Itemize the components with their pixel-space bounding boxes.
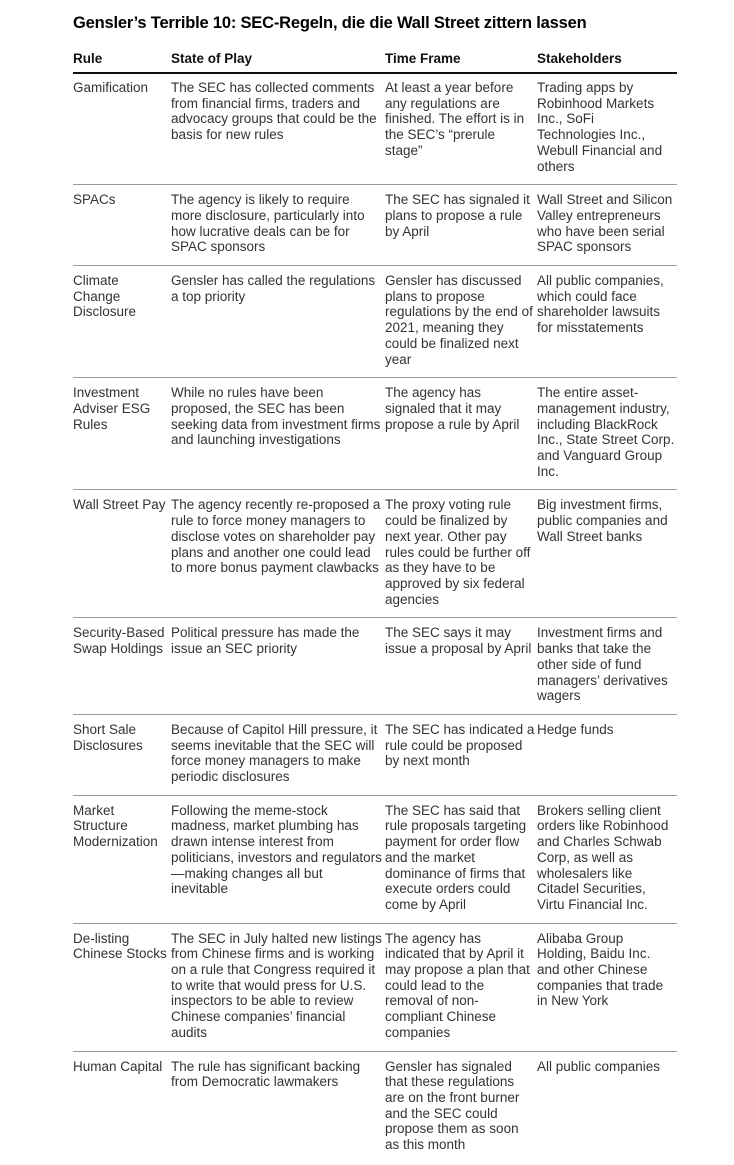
header-stakeholders: Stakeholders bbox=[537, 46, 677, 73]
table-row bbox=[73, 490, 677, 618]
cell-state-of-play: Gensler has called the regulations a top priority bbox=[171, 266, 385, 378]
cell-stakeholders: The entire asset-management industry, including BlackRock Inc., State Street Corp. and Vanguard Group Inc. bbox=[537, 378, 677, 490]
cell-state-of-play: The SEC in July halted new listings from Chinese firms and is working on a rule that Congress required it to write that would press for U.S. inspectors to be able to review Chinese companies’ financial audits bbox=[171, 923, 385, 1051]
cell-time-frame: The proxy voting rule could be finalized by next year. Other pay rules could be further off as they have to be approved by six federal agencies bbox=[385, 490, 537, 618]
table-body bbox=[73, 73, 677, 1163]
header-row bbox=[73, 46, 677, 73]
cell-state-of-play: The SEC has collected comments from financial firms, traders and advocacy groups that could be the basis for new rules bbox=[171, 73, 385, 185]
table-row bbox=[73, 923, 677, 1051]
cell-rule: Short Sale Disclosures bbox=[73, 714, 171, 795]
cell-stakeholders: Big investment firms, public companies and Wall Street banks bbox=[537, 490, 677, 618]
cell-stakeholders: Alibaba Group Holding, Baidu Inc. and other Chinese companies that trade in New York bbox=[537, 923, 677, 1051]
header-state-of-play: State of Play bbox=[171, 46, 385, 73]
cell-rule: Wall Street Pay bbox=[73, 490, 171, 618]
header-time-frame: Time Frame bbox=[385, 46, 537, 73]
table-row bbox=[73, 378, 677, 490]
cell-time-frame: The SEC has indicated a rule could be proposed by next month bbox=[385, 714, 537, 795]
cell-rule: De-listing Chinese Stocks bbox=[73, 923, 171, 1051]
cell-stakeholders: Brokers selling client orders like Robinhood and Charles Schwab Corp, as well as wholesalers like Citadel Securities, Virtu Financial Inc. bbox=[537, 795, 677, 923]
table-row bbox=[73, 618, 677, 715]
cell-time-frame: At least a year before any regulations are finished. The effort is in the SEC’s “prerule stage” bbox=[385, 73, 537, 185]
table-header bbox=[73, 46, 677, 73]
table-row bbox=[73, 266, 677, 378]
cell-stakeholders: Trading apps by Robinhood Markets Inc., SoFi Technologies Inc., Webull Financial and others bbox=[537, 73, 677, 185]
cell-time-frame: Gensler has discussed plans to propose regulations by the end of 2021, meaning they could be finalized next year bbox=[385, 266, 537, 378]
cell-state-of-play: Because of Capitol Hill pressure, it seems inevitable that the SEC will force money managers to make periodic disclosures bbox=[171, 714, 385, 795]
cell-time-frame: The SEC has said that rule proposals targeting payment for order flow and the market dominance of firms that execute orders could come by April bbox=[385, 795, 537, 923]
table-row bbox=[73, 795, 677, 923]
cell-time-frame: The SEC says it may issue a proposal by April bbox=[385, 618, 537, 715]
rules-table bbox=[73, 46, 677, 1163]
cell-stakeholders: Investment firms and banks that take the other side of fund managers’ derivatives wagers bbox=[537, 618, 677, 715]
cell-state-of-play: Following the meme-stock madness, market plumbing has drawn intense interest from politicians, investors and regulators—making changes all but inevitable bbox=[171, 795, 385, 923]
cell-state-of-play: While no rules have been proposed, the SEC has been seeking data from investment firms and launching investigations bbox=[171, 378, 385, 490]
cell-state-of-play: The agency is likely to require more disclosure, particularly into how lucrative deals can be for SPAC sponsors bbox=[171, 185, 385, 266]
cell-rule: SPACs bbox=[73, 185, 171, 266]
cell-rule: Investment Adviser ESG Rules bbox=[73, 378, 171, 490]
cell-state-of-play: The rule has significant backing from Democratic lawmakers bbox=[171, 1058, 361, 1090]
table-row bbox=[73, 714, 677, 795]
cell-rule: Market Structure Modernization bbox=[73, 795, 171, 923]
table-row bbox=[73, 185, 677, 266]
table-row bbox=[73, 73, 677, 185]
cell-stakeholders: All public companies, which could face shareholder lawsuits for misstatements bbox=[537, 266, 677, 378]
cell-rule: Security-Based Swap Holdings bbox=[73, 618, 171, 715]
cell-rule: Gamification bbox=[73, 73, 171, 185]
cell-rule: Human Capital bbox=[73, 1058, 163, 1074]
header-rule: Rule bbox=[73, 46, 171, 73]
cell-state-of-play: The agency recently re-proposed a rule to force money managers to disclose votes on shareholder pay plans and another one could lead to more bonus payment clawbacks bbox=[171, 490, 385, 618]
cell-rule: Climate Change Disclosure bbox=[73, 266, 171, 378]
cell-state-of-play: Political pressure has made the issue an SEC priority bbox=[171, 618, 385, 715]
cell-time-frame: The SEC has signaled it plans to propose a rule by April bbox=[385, 185, 537, 266]
cell-time-frame: The agency has indicated that by April it may propose a plan that could lead to the removal of non-compliant Chinese companies bbox=[385, 923, 537, 1051]
table-row bbox=[73, 1051, 677, 1163]
cell-stakeholders: Wall Street and Silicon Valley entrepreneurs who have been serial SPAC sponsors bbox=[537, 185, 677, 266]
cell-stakeholders: All public companies bbox=[537, 1058, 661, 1074]
cell-time-frame: The agency has signaled that it may propose a rule by April bbox=[385, 378, 537, 490]
cell-time-frame: Gensler has signaled that these regulations are on the front burner and the SEC could propose them as soon as this month bbox=[385, 1058, 520, 1153]
cell-stakeholders: Hedge funds bbox=[537, 714, 677, 795]
table-title: Gensler’s Terrible 10: SEC-Regeln, die die Wall Street zittern lassen bbox=[73, 14, 587, 32]
